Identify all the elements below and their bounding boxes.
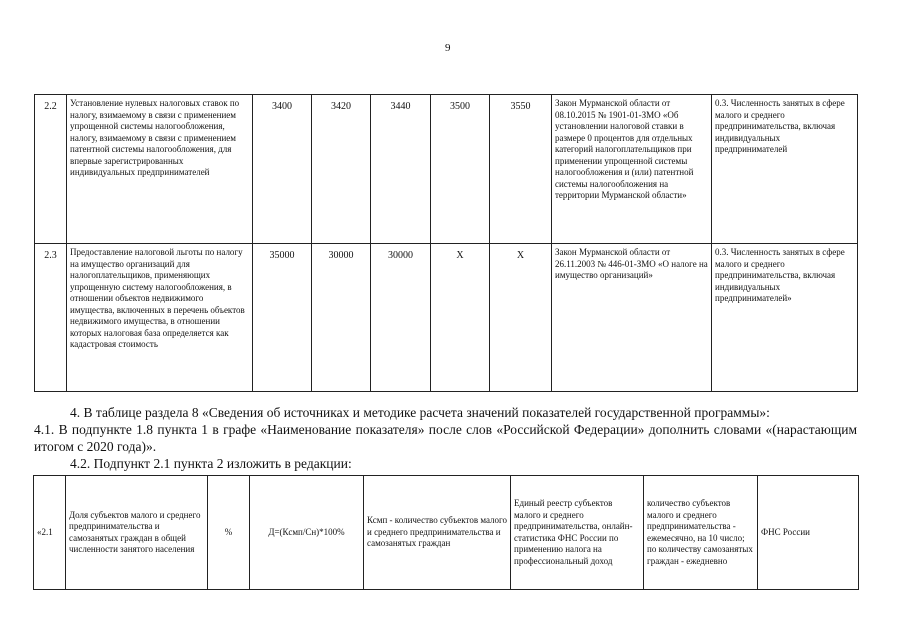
tax-benefits-table: [34, 94, 858, 392]
frequency-cell: количество субъектов малого и среднего предпринимательства - ежемесячно, на 10 число; по количеству самозанятых граждан - ежедневно: [644, 476, 758, 590]
indicator-name: Доля субъектов малого и среднего предпринимательства и самозанятых граждан в общей численности занятого населения: [66, 476, 208, 590]
unit-cell: %: [208, 476, 250, 590]
table-row: [35, 95, 858, 244]
page-number: 9: [445, 42, 451, 54]
row-index: 2.2: [35, 95, 67, 244]
value-cell: Х: [431, 244, 490, 392]
paragraph-4-2: 4.2. Подпункт 2.1 пункта 2 изложить в редакции:: [70, 456, 352, 471]
paragraph-4: 4. В таблице раздела 8 «Сведения об источниках и методике расчета значений показателей государственной программы»:: [70, 405, 770, 420]
row-index: 2.3: [35, 244, 67, 392]
value-cell: 3420: [312, 95, 371, 244]
row-law: Закон Мурманской области от 26.11.2003 № 446-01-ЗМО «О налоге на имущество организаций»: [552, 244, 712, 392]
value-cell: 30000: [371, 244, 431, 392]
variable-cell: Ксмп - количество субъектов малого и среднего предпринимательства и самозанятых граждан: [364, 476, 511, 590]
value-cell: 3400: [253, 95, 312, 244]
formula-cell: Д=(Ксмп/Сн)*100%: [250, 476, 364, 590]
responsible-cell: ФНС России: [758, 476, 859, 590]
value-cell: 35000: [253, 244, 312, 392]
value-cell: 3550: [490, 95, 552, 244]
value-cell: 3440: [371, 95, 431, 244]
value-cell: 3500: [431, 95, 490, 244]
row-law: Закон Мурманской области от 08.10.2015 № 1901-01-ЗМО «Об установлении налоговой ставки в размере 0 процентов для отдельных категорий налогоплательщиков при применении упрощенной системы налогообложения и (или) патентной системы налогообложения на территории Мурманской области»: [552, 95, 712, 244]
row-description: Предоставление налоговой льготы по налогу на имущество организаций для налогоплательщиков, применяющих упрощенную систему налогообложения, в отношении объектов недвижимого имущества, включенных в перечень объектов недвижимого имущества, в отношении которых налоговая база определяется как кадастровая стоимость: [67, 244, 253, 392]
source-cell: Единый реестр субъектов малого и среднего предпринимательства, онлайн-статистика ФНС России по применению налога на профессиональный доход: [511, 476, 644, 590]
value-cell: 30000: [312, 244, 371, 392]
table-row: [34, 476, 859, 590]
row-index: «2.1: [34, 476, 66, 590]
table-row: [35, 244, 858, 392]
row-indicator: 0.3. Численность занятых в сфере малого и среднего предпринимательства, включая индивидуальных предпринимателей: [712, 95, 858, 244]
row-description: Установление нулевых налоговых ставок по налогу, взимаемому в связи с применением упрощенной системы налогообложения, налогу, взимаемому в связи с применением патентной системы налогообложения, для впервые зарегистрированных индивидуальных предпринимателей: [67, 95, 253, 244]
indicator-source-table: [33, 475, 859, 590]
row-indicator: 0.3. Численность занятых в сфере малого и среднего предпринимательства, включая индивидуальных предпринимателей»: [712, 244, 858, 392]
paragraph-4-1: 4.1. В подпункте 1.8 пункта 1 в графе «Наименование показателя» после слов «Российской Федерации» дополнить словами «(нарастающим итогом с 2020 года)».: [34, 422, 857, 454]
value-cell: Х: [490, 244, 552, 392]
